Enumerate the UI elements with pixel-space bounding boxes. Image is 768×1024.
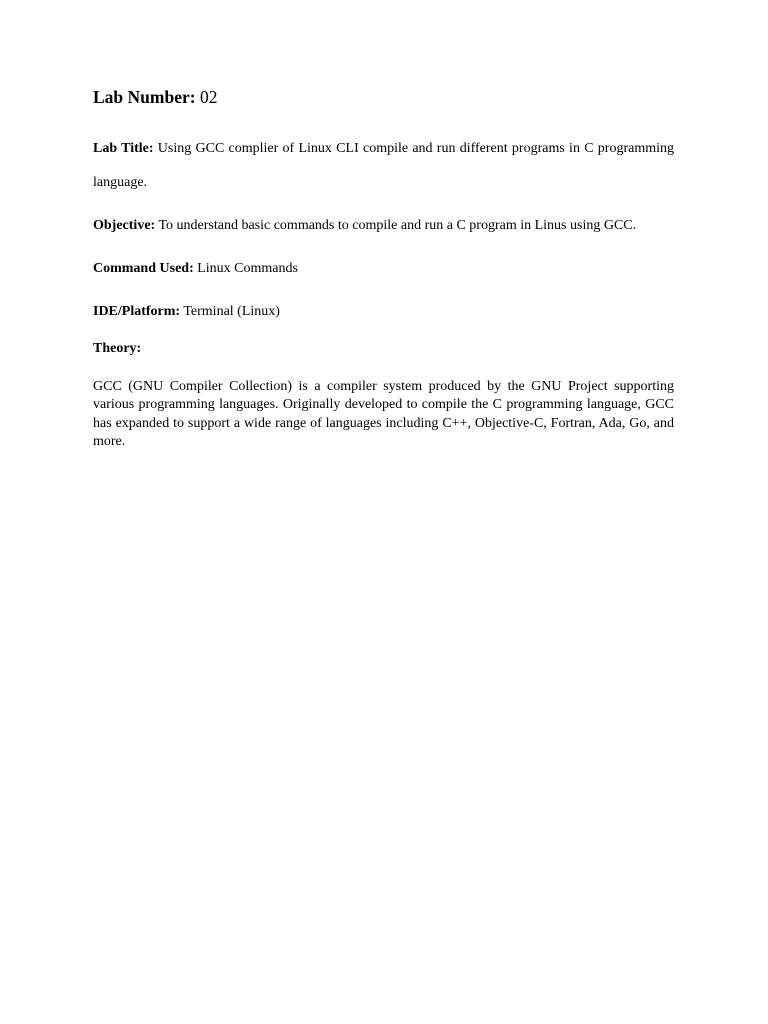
lab-title-label: Lab Title: [93, 141, 154, 156]
ide-platform-label: IDE/Platform: [93, 304, 181, 319]
lab-title [93, 132, 674, 200]
objective-label: Objective: [93, 218, 156, 233]
theory-heading: Theory: [93, 341, 142, 356]
ide-platform-value: Terminal (Linux) [183, 304, 280, 319]
document-content [93, 86, 674, 451]
lab-number [93, 86, 674, 108]
objective [93, 209, 674, 243]
theory-body: GCC (GNU Compiler Collection) is a compiler system produced by the GNU Project supporting various programming languages. Originally developed to compile the C programming language, GCC has expanded to support a wide range of languages including C++, Objective-C, Fortran, Ada, Go, and more. [93, 379, 674, 449]
command-used-value: Linux Commands [197, 261, 298, 276]
ide-platform [93, 295, 674, 329]
lab-number-label: Lab Number: [93, 87, 196, 107]
objective-value: To understand basic commands to compile and run a C program in Linus using GCC. [158, 218, 637, 233]
command-used [93, 252, 674, 286]
lab-title-value: Using GCC complier of Linux CLI compile and run different programs in C programming language. [93, 141, 675, 190]
lab-number-value: 02 [199, 87, 218, 107]
command-used-label: Command Used: [93, 261, 194, 276]
